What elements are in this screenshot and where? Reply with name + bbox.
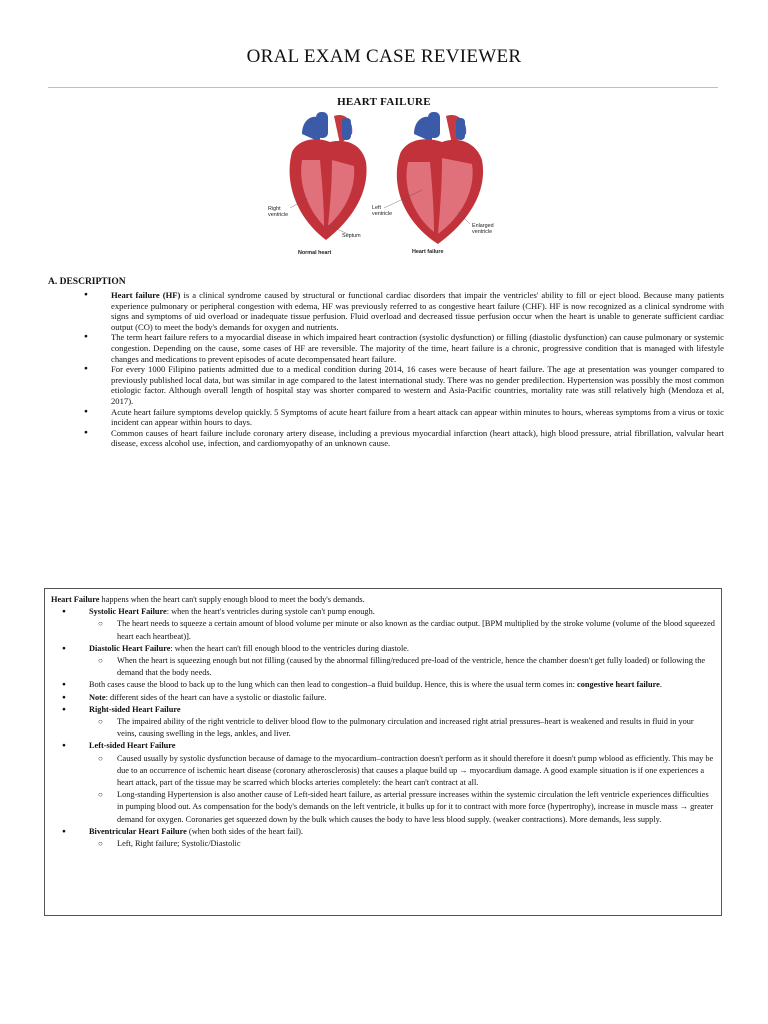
normal-heart-caption: Normal heart xyxy=(298,250,332,256)
description-item: ● The term heart failure refers to a myocardial disease in which impaired heart contraction (systolic dysfunction) or filling (diastolic dysfunction) can cause pulmonary or systemic congestion. Depending on the cause, some cases of HF are reversible. The majority of the time, heart failure is a chronic, progressive condition that is managed with lifestyle changes and medications to prevent episodes of acute decompensated heart failure. xyxy=(84,332,724,364)
notes-subitem: ○ When the heart is squeezing enough but not filling (caused by the abnormal filling/reduced pre-load of the ventricle, hence the chamber doesn't get fully loaded) or following the demand that the body needs. xyxy=(85,655,715,679)
notes-item-biventricular: ● Biventricular Heart Failure (when both sides of the heart fail). ○ Left, Right failure; Systolic/Diastolic xyxy=(51,826,715,850)
page-title: ORAL EXAM CASE REVIEWER xyxy=(246,46,522,67)
section-title: HEART FAILURE xyxy=(337,96,431,108)
description-item: ● Common causes of heart failure include coronary artery disease, including a previous myocardial infarction (heart attack), high blood pressure, atrial fibrillation, valvular heart disease, excess alcohol use, infection, and cardiomyopathy of an unknown cause. xyxy=(84,428,724,449)
description-item: ● For every 1000 Filipino patients admitted due to a medical condition during 2014, 16 cases were because of heart failure. The age at presentation was younger compared to previously published local data, but was similar in age compared to the latest international study. There was no gender predilection. Hypertension was possibly the most common etiologic factor. Although overall length of hospital stay was shorter compared to western and Asia-Pacific countries, mortality rate was still relatively high (Mendoza et al, 2017). xyxy=(84,364,724,406)
notes-subitem: ○ The impaired ability of the right ventricle to deliver blood flow to the pulmonary circulation and increased right atrial pressures–heart is weakened and results in fluid in your veins, causing swelling in the legs, ankles, and liver. xyxy=(85,716,715,740)
notes-item-congestion: ● Both cases cause the blood to back up to the lung which can then lead to congestion–a fluid buildup. Hence, this is where the usual term comes in: congestive heart failure. xyxy=(51,679,715,691)
enlarged-ventricle-label: Enlarged ventricle xyxy=(472,223,494,235)
right-ventricle-label: Right ventricle xyxy=(268,206,289,218)
heart-failure-caption: Heart failure xyxy=(412,249,444,255)
notes-subitem: ○ Caused usually by systolic dysfunction because of damage to the myocardium–contraction doesn't perform as it should therefore it doesn't pump wblood as efficiently. This may be due to an occurrence of ischemic heart disease (coronary atherosclerosis) that causes a plaque build up → myocardium damage. A good example situation is if one experiences a heart attack, part of the tissue may be scarred which blocks arteries completely: the heart can't contract at all. xyxy=(85,753,715,790)
notes-item-left-sided: ● Left-sided Heart Failure ○ Caused usually by systolic dysfunction because of damage to the myocardium–contraction doesn't perform as it should therefore it doesn't pump wblood as efficiently. This may be due to an occurrence of ischemic heart disease (coronary atherosclerosis) that causes a plaque build up → myocardium damage. A good example situation is if one experiences a heart attack, part of the tissue may be scarred which blocks arteries completely: the heart can't contract at all. ○ Long-standing Hypertension is also another cause of Left-sided heart failure, as arterial pressure increases within the systemic circulation the left ventricle experiences difficulties in pumping blood out. As compensation for the body's demands on the left ventricle, it bulks up for it to contract with more force (hypertrophy), increase in muscle mass → greater demand for oxygen. Coronaries get squeezed down by the bulk which causes the body to have less blood supply. (weaker contractions). More demands, less supply. xyxy=(51,740,715,825)
notes-subitem: ○ The heart needs to squeeze a certain amount of blood volume per minute or also known as the cardiac output. [BPM multiplied by the stroke volume (volume of the blood squeezed heart each heartbeat)]. xyxy=(85,618,715,642)
notes-item-systolic: ● Systolic Heart Failure: when the heart's ventricles during systole can't pump enough. ○ The heart needs to squeeze a certain amount of blood volume per minute or also known as the cardiac output. [BPM multiplied by the stroke volume (volume of the blood squeezed heart each heartbeat)]. xyxy=(51,606,715,643)
left-ventricle-label: Left ventricle xyxy=(372,205,393,217)
description-item: ● Heart failure (HF) is a clinical syndrome caused by structural or functional cardiac disorders that impair the ventricles' ability to fill or eject blood. Because many patients experience pulmonary or peripheral congestion with edema, HF was previously referred to as congestive heart failure (CHF). HF is now recognized as a clinical syndrome with signs and symptoms of uid overload or inadequate tissue perfusion. Fluid overload and decreased tissue perfusion occur when the heart is unable to generate sufficient cardiac output (CO) to meet the body's demands for oxygen and nutrients. xyxy=(84,290,724,332)
description-heading: A. DESCRIPTION xyxy=(48,277,126,287)
failing-heart-image xyxy=(397,112,483,244)
notes-item-note: ● Note: different sides of the heart can have a systolic or diastolic failure. xyxy=(51,692,715,704)
septum-label: Septum xyxy=(342,233,361,239)
description-item: ● Acute heart failure symptoms develop quickly. 5 Symptoms of acute heart failure from a heart attack can appear within minutes to hours, whereas symptoms from a virus or toxic incident can appear within hours to days. xyxy=(84,407,724,428)
heart-illustration xyxy=(262,112,506,264)
title-divider xyxy=(48,87,718,88)
notes-item-right-sided: ● Right-sided Heart Failure ○ The impaired ability of the right ventricle to deliver blood flow to the pulmonary circulation and increased right atrial pressures–heart is weakened and results in fluid in your veins, causing swelling in the legs, ankles, and liver. xyxy=(51,704,715,741)
notes-item-diastolic: ● Diastolic Heart Failure: when the heart can't fill enough blood to the ventricles during diastole. ○ When the heart is squeezing enough but not filling (caused by the abnormal filling/reduced pre-load of the ventricle, hence the chamber doesn't get fully loaded) or following the demand that the body needs. xyxy=(51,643,715,680)
normal-heart-image xyxy=(290,112,367,240)
notes-box xyxy=(44,588,722,916)
notes-subitem: ○ Long-standing Hypertension is also another cause of Left-sided heart failure, as arterial pressure increases within the systemic circulation the left ventricle experiences difficulties in pumping blood out. As compensation for the body's demands on the left ventricle, it bulks up for it to contract with more force (hypertrophy), increase in muscle mass → greater demand for oxygen. Coronaries get squeezed down by the bulk which causes the body to have less blood supply. (weaker contractions). More demands, less supply. xyxy=(85,789,715,826)
notes-intro: Heart Failure happens when the heart can't supply enough blood to meet the body's demands. xyxy=(51,595,365,604)
notes-subitem: ○ Left, Right failure; Systolic/Diastolic xyxy=(85,838,715,850)
description-list xyxy=(84,290,724,449)
